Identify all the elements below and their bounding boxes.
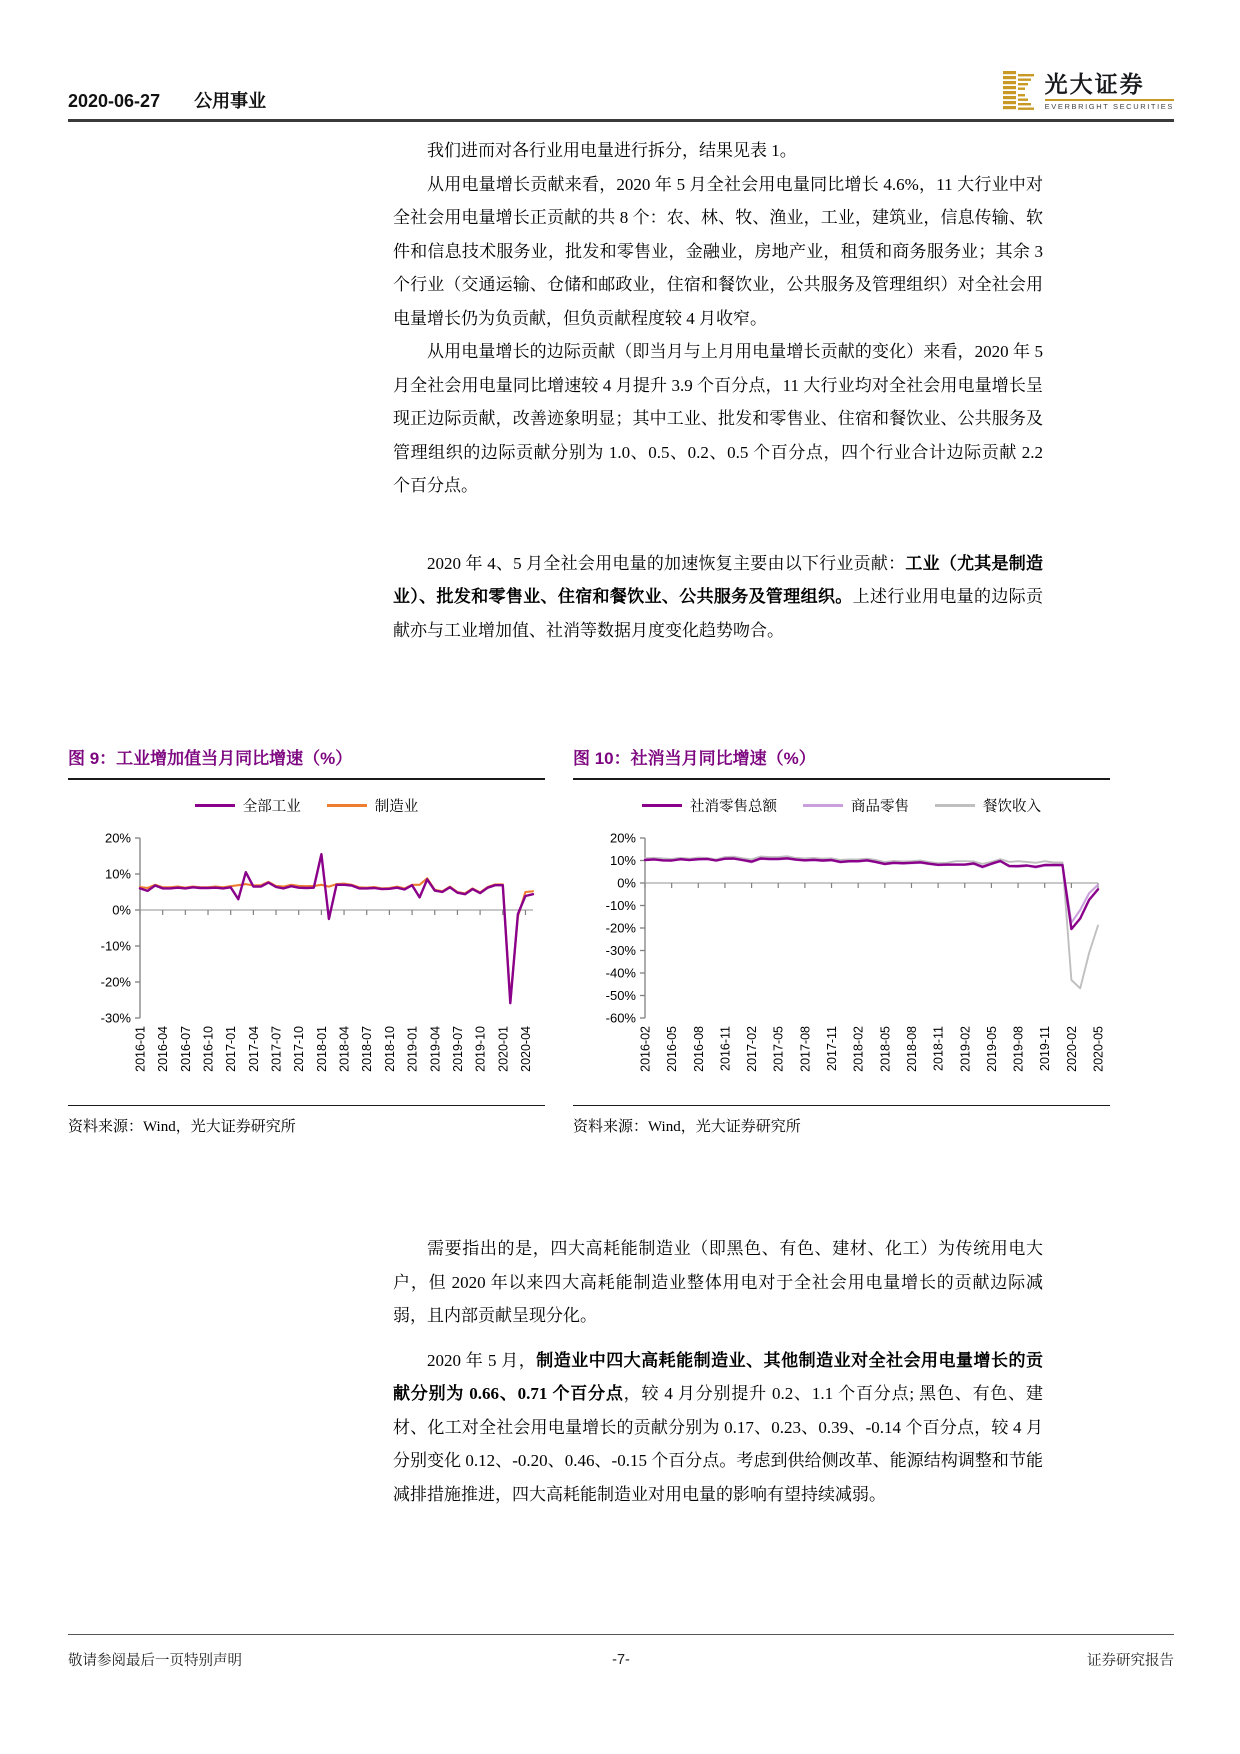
report-date: 2020-06-27 — [68, 91, 161, 111]
svg-text:2018-01: 2018-01 — [314, 1026, 329, 1072]
svg-text:0%: 0% — [112, 902, 131, 918]
figure-10-source: 资料来源：Wind，光大证券研究所 — [573, 1119, 801, 1135]
svg-text:2016-05: 2016-05 — [665, 1026, 680, 1072]
legend-item — [195, 795, 301, 816]
figure-9 — [68, 744, 545, 1136]
svg-text:2018-05: 2018-05 — [878, 1026, 893, 1072]
legend-item — [935, 795, 1041, 816]
figure-10-legend — [573, 794, 1110, 816]
legend-line-swatch — [935, 804, 975, 807]
svg-text:2020-01: 2020-01 — [496, 1026, 511, 1072]
svg-text:2019-10: 2019-10 — [473, 1026, 488, 1072]
paragraph-6 — [393, 1344, 1043, 1512]
svg-text:2016-10: 2016-10 — [201, 1026, 216, 1072]
svg-text:2018-07: 2018-07 — [360, 1026, 375, 1072]
svg-text:2019-02: 2019-02 — [958, 1026, 973, 1072]
svg-text:2020-05: 2020-05 — [1091, 1026, 1106, 1072]
svg-text:2020-04: 2020-04 — [518, 1026, 533, 1072]
svg-text:2017-07: 2017-07 — [269, 1026, 284, 1072]
body-text-upper — [393, 134, 1043, 647]
chart-retail-sales-yoy — [573, 822, 1110, 1099]
header-left — [68, 87, 266, 113]
svg-text:2019-01: 2019-01 — [405, 1026, 420, 1072]
logo-text — [1045, 73, 1174, 111]
paragraph-5: 需要指出的是，四大高耗能制造业（即黑色、有色、建材、化工）为传统用电大户，但 2020 年以来四大高耗能制造业整体用电对于全社会用电量增长的贡献边际减弱，且内部贡献呈现分化。 — [393, 1239, 1043, 1325]
figure-10-title-rule — [573, 778, 1110, 780]
svg-text:-40%: -40% — [605, 965, 636, 981]
svg-text:2018-10: 2018-10 — [382, 1026, 397, 1072]
svg-text:2017-04: 2017-04 — [246, 1026, 261, 1072]
svg-text:2017-01: 2017-01 — [224, 1026, 239, 1072]
svg-text:2016-11: 2016-11 — [718, 1026, 733, 1071]
svg-text:2018-02: 2018-02 — [851, 1026, 866, 1072]
body-text-lower — [393, 1232, 1043, 1511]
svg-text:-30%: -30% — [605, 943, 636, 958]
everbright-logo — [1003, 71, 1174, 113]
svg-text:0%: 0% — [617, 875, 636, 891]
report-category: 公用事业 — [194, 91, 267, 111]
figure-9-title-rule — [68, 778, 545, 780]
svg-text:2016-08: 2016-08 — [691, 1026, 706, 1072]
legend-label: 餐饮收入 — [983, 798, 1041, 815]
figure-9-source: 资料来源：Wind，光大证券研究所 — [68, 1119, 296, 1135]
paragraph-4-lead: 2020 年 4、5 月全社会用电量的加速恢复主要由以下行业贡献： — [427, 553, 906, 573]
footer-disclaimer: 敬请参阅最后一页特别声明 — [68, 1649, 242, 1670]
paragraph-4 — [393, 547, 1043, 648]
logo-brand-cn: 光大证券 — [1044, 72, 1145, 98]
svg-text:2017-08: 2017-08 — [798, 1026, 813, 1072]
legend-label: 商品零售 — [851, 798, 909, 815]
paragraph-6-bold: 制造业中四大高耗能制造业、其他制造业对全社会用电量增长的贡献分别为 0.66、0.71 个百分点 — [393, 1350, 1044, 1403]
legend-label: 制造业 — [374, 798, 419, 815]
legend-item — [327, 795, 419, 816]
everbright-logo-icon — [1003, 71, 1037, 113]
paragraph-4-bold: 工业（尤其是制造业）、批发和零售业、住宿和餐饮业、公共服务及管理组织。 — [393, 553, 1044, 606]
svg-text:10%: 10% — [609, 853, 636, 868]
svg-text:2016-07: 2016-07 — [178, 1026, 193, 1072]
page-number: -7- — [612, 1651, 630, 1668]
svg-text:-60%: -60% — [605, 1010, 636, 1026]
paragraph-2: 从用电量增长贡献来看，2020 年 5 月全社会用电量同比增长 4.6%，11 大行业中对全社会用电量增长正贡献的共 8 个：农、林、牧、渔业，工业，建筑业，信息传输、软件和信息技术服务业，批发和零售业，金融业，房地产业，租赁和商务服务业；其余 3 个行业（交通运输、仓储和邮政业，住宿和餐饮业，公共服务及管理组织）对全社会用电量增长仍为负贡献，但负贡献程度较 4 月收窄。 — [393, 174, 1043, 328]
svg-text:2017-11: 2017-11 — [825, 1026, 840, 1071]
legend-label: 全部工业 — [242, 798, 301, 815]
legend-line-swatch — [195, 804, 235, 807]
paragraph-3: 从用电量增长的边际贡献（即当月与上月用电量增长贡献的变化）来看，2020 年 5 月全社会用电量同比增速较 4 月提升 3.9 个百分点，11 大行业均对全社会用电量增长呈现正边际贡献，改善迹象明显；其中工业、批发和零售业、住宿和餐饮业、公共服务及管理组织的边际贡献分别为 1.0、0.5、0.2、0.5 个百分点，四个行业合计边际贡献 2.2 个百分点。 — [393, 342, 1043, 495]
page-footer — [68, 1634, 1174, 1670]
svg-text:2019-08: 2019-08 — [1011, 1026, 1026, 1072]
svg-text:2018-04: 2018-04 — [337, 1026, 352, 1072]
paragraph-1: 我们进而对各行业用电量进行拆分，结果见表 1。 — [427, 141, 797, 160]
logo-brand-en: EVERBRIGHT SECURITIES — [1045, 99, 1174, 111]
figure-9-title: 图 9：工业增加值当月同比增速（%） — [68, 749, 353, 768]
legend-item — [642, 795, 777, 816]
svg-text:2016-04: 2016-04 — [156, 1026, 171, 1072]
legend-item — [803, 795, 909, 816]
svg-text:-30%: -30% — [100, 1010, 131, 1026]
figure-10 — [573, 744, 1110, 1136]
svg-text:-20%: -20% — [605, 920, 636, 936]
svg-text:2019-05: 2019-05 — [984, 1026, 999, 1072]
svg-text:2019-11: 2019-11 — [1038, 1026, 1053, 1071]
paragraph-6-tail: ，较 4 月分别提升 0.2、1.1 个百分点; 黑色、有色、建材、化工对全社会用电量增长的贡献分别为 0.17、0.23、0.39、-0.14 个百分点，较 4 月分别变化 0.12、-0.20、0.46、-0.15 个百分点。考虑到供给侧改革、能源结构调整和节能减排措施推进，四大高耗能制造业对用电量的影响有望持续减弱。 — [393, 1384, 1043, 1504]
svg-text:-20%: -20% — [100, 974, 131, 990]
legend-label: 社消零售总额 — [690, 798, 777, 815]
legend-line-swatch — [327, 804, 367, 807]
paragraph-4-tail: 上述行业用电量的边际贡献亦与工业增加值、社消等数据月度变化趋势吻合。 — [393, 587, 1044, 640]
svg-text:2016-02: 2016-02 — [638, 1026, 653, 1072]
figures-row — [68, 744, 1110, 1136]
paragraph-6-lead: 2020 年 5 月， — [427, 1350, 537, 1370]
page-header — [68, 70, 1174, 122]
svg-text:2017-02: 2017-02 — [745, 1026, 760, 1072]
svg-text:2017-10: 2017-10 — [292, 1026, 307, 1072]
chart-industrial-output-yoy — [68, 822, 545, 1099]
svg-text:-50%: -50% — [605, 988, 636, 1003]
legend-line-swatch — [803, 804, 843, 807]
figure-9-legend — [68, 794, 545, 816]
svg-text:2017-05: 2017-05 — [771, 1026, 786, 1072]
svg-text:20%: 20% — [104, 830, 131, 846]
svg-text:-10%: -10% — [605, 898, 636, 913]
svg-text:2018-11: 2018-11 — [931, 1026, 946, 1071]
svg-text:-10%: -10% — [100, 938, 131, 954]
svg-text:2018-08: 2018-08 — [904, 1026, 919, 1072]
legend-line-swatch — [642, 804, 682, 807]
svg-text:10%: 10% — [104, 866, 131, 882]
svg-text:2019-04: 2019-04 — [428, 1026, 443, 1072]
svg-text:2020-02: 2020-02 — [1064, 1026, 1079, 1072]
svg-text:2016-01: 2016-01 — [133, 1026, 148, 1072]
svg-text:20%: 20% — [609, 830, 636, 846]
svg-text:2019-07: 2019-07 — [450, 1026, 465, 1072]
footer-report-type: 证券研究报告 — [1087, 1649, 1174, 1670]
figure-10-title: 图 10：社消当月同比增速（%） — [573, 749, 816, 768]
